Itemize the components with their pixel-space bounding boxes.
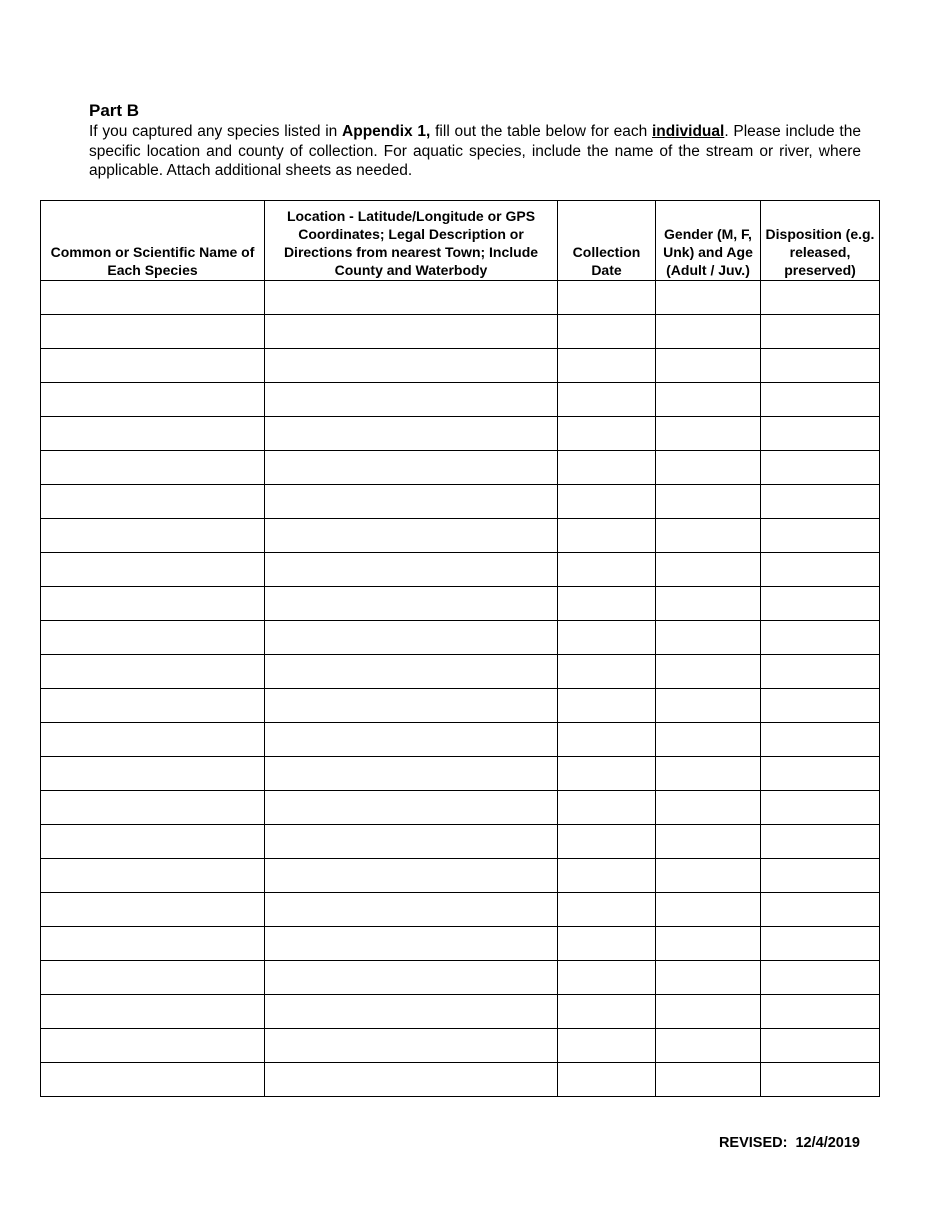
gender-age-cell[interactable] <box>656 927 761 961</box>
species-name-cell[interactable] <box>41 723 265 757</box>
species-name-cell[interactable] <box>41 485 265 519</box>
collection-date-cell[interactable] <box>558 553 656 587</box>
gender-age-cell[interactable] <box>656 893 761 927</box>
gender-age-cell[interactable] <box>656 1063 761 1097</box>
collection-date-cell[interactable] <box>558 825 656 859</box>
table-body <box>41 281 880 1097</box>
disposition-cell[interactable] <box>761 349 880 383</box>
location-cell[interactable] <box>265 383 558 417</box>
appendix-reference: Appendix 1, <box>342 123 431 140</box>
location-cell[interactable] <box>265 1029 558 1063</box>
disposition-cell[interactable] <box>761 553 880 587</box>
collection-date-cell[interactable] <box>558 485 656 519</box>
species-name-cell[interactable] <box>41 859 265 893</box>
collection-date-cell[interactable] <box>558 587 656 621</box>
individual-emphasis: individual <box>651 123 725 140</box>
collection-date-cell[interactable] <box>558 349 656 383</box>
header-disposition: Disposition (e.g. released, preserved) <box>761 201 880 281</box>
gender-age-cell[interactable] <box>656 791 761 825</box>
species-name-cell[interactable] <box>41 961 265 995</box>
table-row <box>41 1029 880 1063</box>
table-row <box>41 689 880 723</box>
location-cell[interactable] <box>265 791 558 825</box>
table-row <box>41 349 880 383</box>
species-name-cell[interactable] <box>41 621 265 655</box>
location-cell[interactable] <box>265 859 558 893</box>
disposition-cell[interactable] <box>761 893 880 927</box>
species-name-cell[interactable] <box>41 995 265 1029</box>
collection-date-cell[interactable] <box>558 961 656 995</box>
disposition-cell[interactable] <box>761 315 880 349</box>
table-row <box>41 587 880 621</box>
location-cell[interactable] <box>265 927 558 961</box>
table-row <box>41 485 880 519</box>
collection-date-cell[interactable] <box>558 451 656 485</box>
location-cell[interactable] <box>265 553 558 587</box>
gender-age-cell[interactable] <box>656 995 761 1029</box>
collection-date-cell[interactable] <box>558 315 656 349</box>
gender-age-cell[interactable] <box>656 859 761 893</box>
location-cell[interactable] <box>265 621 558 655</box>
species-name-cell[interactable] <box>41 893 265 927</box>
gender-age-cell[interactable] <box>656 383 761 417</box>
collection-date-cell[interactable] <box>558 383 656 417</box>
table-header-row <box>41 201 880 281</box>
location-cell[interactable] <box>265 655 558 689</box>
table-row <box>41 281 880 315</box>
gender-age-cell[interactable] <box>656 315 761 349</box>
gender-age-cell[interactable] <box>656 723 761 757</box>
header-location: Location - Latitude/Longitude or GPS Coordinates; Legal Description or Directions from nearest Town; Include County and Waterbody <box>265 201 558 281</box>
table-row <box>41 519 880 553</box>
collection-date-cell[interactable] <box>558 417 656 451</box>
collection-date-cell[interactable] <box>558 893 656 927</box>
gender-age-cell[interactable] <box>656 825 761 859</box>
species-name-cell[interactable] <box>41 1029 265 1063</box>
gender-age-cell[interactable] <box>656 689 761 723</box>
disposition-cell[interactable] <box>761 723 880 757</box>
table-row <box>41 961 880 995</box>
collection-date-cell[interactable] <box>558 757 656 791</box>
disposition-cell[interactable] <box>761 519 880 553</box>
table-row <box>41 553 880 587</box>
location-cell[interactable] <box>265 281 558 315</box>
collection-date-cell[interactable] <box>558 723 656 757</box>
gender-age-cell[interactable] <box>656 451 761 485</box>
collection-date-cell[interactable] <box>558 621 656 655</box>
table-row <box>41 621 880 655</box>
gender-age-cell[interactable] <box>656 485 761 519</box>
disposition-cell[interactable] <box>761 451 880 485</box>
location-cell[interactable] <box>265 961 558 995</box>
location-cell[interactable] <box>265 1063 558 1097</box>
gender-age-cell[interactable] <box>656 553 761 587</box>
collection-date-cell[interactable] <box>558 689 656 723</box>
disposition-cell[interactable] <box>761 859 880 893</box>
location-cell[interactable] <box>265 825 558 859</box>
species-collection-table <box>40 200 880 1097</box>
disposition-cell[interactable] <box>761 417 880 451</box>
species-name-cell[interactable] <box>41 383 265 417</box>
location-cell[interactable] <box>265 349 558 383</box>
species-name-cell[interactable] <box>41 417 265 451</box>
location-cell[interactable] <box>265 417 558 451</box>
location-cell[interactable] <box>265 485 558 519</box>
disposition-cell[interactable] <box>761 927 880 961</box>
disposition-cell[interactable] <box>761 383 880 417</box>
location-cell[interactable] <box>265 315 558 349</box>
location-cell[interactable] <box>265 689 558 723</box>
species-name-cell[interactable] <box>41 519 265 553</box>
species-name-cell[interactable] <box>41 655 265 689</box>
revised-date: REVISED: 12/4/2019 <box>718 1135 860 1151</box>
table-row <box>41 791 880 825</box>
disposition-cell[interactable] <box>761 757 880 791</box>
collection-date-cell[interactable] <box>558 655 656 689</box>
collection-date-cell[interactable] <box>558 927 656 961</box>
location-cell[interactable] <box>265 995 558 1029</box>
header-collection-date: Collection Date <box>558 201 656 281</box>
table-row <box>41 995 880 1029</box>
disposition-cell[interactable] <box>761 791 880 825</box>
gender-age-cell[interactable] <box>656 587 761 621</box>
species-name-cell[interactable] <box>41 451 265 485</box>
species-name-cell[interactable] <box>41 281 265 315</box>
gender-age-cell[interactable] <box>656 349 761 383</box>
location-cell[interactable] <box>265 451 558 485</box>
location-cell[interactable] <box>265 587 558 621</box>
table-row <box>41 417 880 451</box>
gender-age-cell[interactable] <box>656 621 761 655</box>
disposition-cell[interactable] <box>761 689 880 723</box>
table-row <box>41 927 880 961</box>
disposition-cell[interactable] <box>761 961 880 995</box>
table-row <box>41 723 880 757</box>
collection-date-cell[interactable] <box>558 1029 656 1063</box>
collection-date-cell[interactable] <box>558 791 656 825</box>
gender-age-cell[interactable] <box>656 961 761 995</box>
gender-age-cell[interactable] <box>656 757 761 791</box>
table-row <box>41 859 880 893</box>
species-name-cell[interactable] <box>41 1063 265 1097</box>
collection-date-cell[interactable] <box>558 995 656 1029</box>
disposition-cell[interactable] <box>761 485 880 519</box>
species-name-cell[interactable] <box>41 825 265 859</box>
location-cell[interactable] <box>265 757 558 791</box>
species-name-cell[interactable] <box>41 587 265 621</box>
table-row <box>41 655 880 689</box>
table-row <box>41 893 880 927</box>
gender-age-cell[interactable] <box>656 417 761 451</box>
table-row <box>41 451 880 485</box>
disposition-cell[interactable] <box>761 621 880 655</box>
collection-date-cell[interactable] <box>558 859 656 893</box>
disposition-cell[interactable] <box>761 655 880 689</box>
part-b-title: Part B <box>89 101 140 120</box>
gender-age-cell[interactable] <box>656 519 761 553</box>
table-row <box>41 1063 880 1097</box>
instructions-text-1: If you captured any species listed in <box>89 123 343 140</box>
table-row <box>41 757 880 791</box>
disposition-cell[interactable] <box>761 1063 880 1097</box>
species-name-cell[interactable] <box>41 757 265 791</box>
table-row <box>41 825 880 859</box>
gender-age-cell[interactable] <box>656 281 761 315</box>
location-cell[interactable] <box>265 723 558 757</box>
table-row <box>41 315 880 349</box>
location-cell[interactable] <box>265 893 558 927</box>
species-name-cell[interactable] <box>41 927 265 961</box>
species-name-cell[interactable] <box>41 349 265 383</box>
instructions-text-3: . Please include the specific location and county of collection. For aquatic species, include the name of the stream or river, where applicable. Attach additional sheets as needed. <box>89 123 861 180</box>
disposition-cell[interactable] <box>761 825 880 859</box>
header-gender-age: Gender (M, F, Unk) and Age (Adult / Juv.) <box>656 201 761 281</box>
collection-date-cell[interactable] <box>558 281 656 315</box>
instructions-paragraph <box>89 122 861 181</box>
instructions-text-2: fill out the table below for each <box>430 123 652 140</box>
species-name-cell[interactable] <box>41 689 265 723</box>
header-species-name: Common or Scientific Name of Each Species <box>41 201 265 281</box>
disposition-cell[interactable] <box>761 281 880 315</box>
species-name-cell[interactable] <box>41 553 265 587</box>
species-name-cell[interactable] <box>41 791 265 825</box>
gender-age-cell[interactable] <box>656 655 761 689</box>
gender-age-cell[interactable] <box>656 1029 761 1063</box>
disposition-cell[interactable] <box>761 1029 880 1063</box>
collection-date-cell[interactable] <box>558 1063 656 1097</box>
table-row <box>41 383 880 417</box>
disposition-cell[interactable] <box>761 995 880 1029</box>
disposition-cell[interactable] <box>761 587 880 621</box>
location-cell[interactable] <box>265 519 558 553</box>
collection-date-cell[interactable] <box>558 519 656 553</box>
species-name-cell[interactable] <box>41 315 265 349</box>
